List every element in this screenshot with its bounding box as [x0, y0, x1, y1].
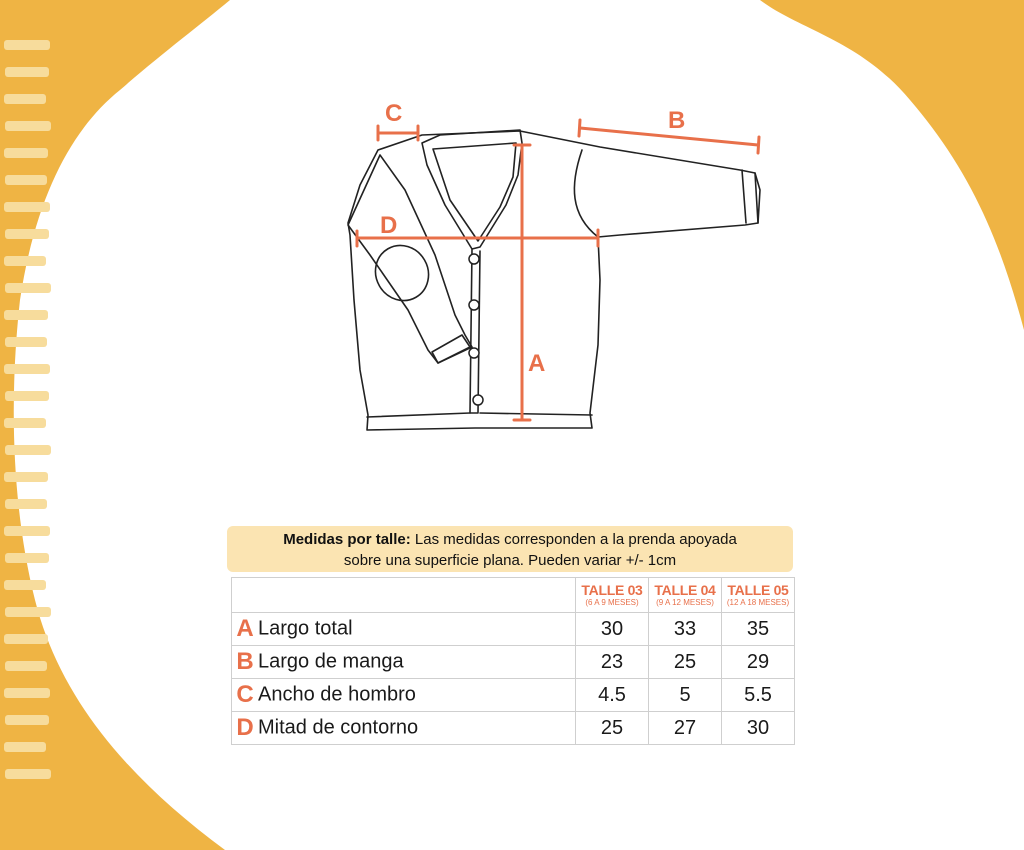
table-row-c: [232, 679, 795, 712]
decorative-stripe: [5, 391, 49, 401]
note-line1: Las medidas corresponden a la prenda apoyada: [410, 531, 737, 548]
value-cell: 30: [576, 613, 649, 646]
value-cell: 25: [649, 646, 722, 679]
decorative-stripe: [5, 67, 49, 77]
decorative-stripe: [5, 499, 47, 509]
row-letter: C: [236, 681, 254, 708]
value-cell: 27: [649, 712, 722, 745]
value-cell: 35: [722, 613, 795, 646]
decorative-stripe: [5, 661, 47, 671]
label-d: D: [380, 212, 398, 239]
row-letter: B: [236, 648, 254, 675]
decorative-stripe: [5, 553, 49, 563]
header-talle-04: [649, 578, 722, 613]
value-cell: 25: [576, 712, 649, 745]
table-row-d: [232, 712, 795, 745]
decorative-stripe: [4, 580, 46, 590]
row-label: Mitad de contorno: [258, 716, 419, 739]
note-bold: Medidas por talle:: [283, 531, 411, 548]
value-cell: 30: [722, 712, 795, 745]
value-cell: 5.5: [722, 679, 795, 712]
decorative-stripe: [5, 175, 47, 185]
decorative-stripe: [4, 472, 48, 482]
button: [469, 254, 479, 264]
decorative-stripe: [4, 526, 50, 536]
right-sleeve-cuff: [742, 170, 758, 223]
decorative-stripe: [5, 283, 51, 293]
decorative-stripe: [5, 445, 51, 455]
decorative-stripe: [4, 688, 50, 698]
decorative-stripe: [5, 607, 51, 617]
decorative-stripe: [4, 364, 50, 374]
button: [469, 348, 479, 358]
decorative-stripe: [5, 229, 49, 239]
label-b: B: [668, 107, 686, 134]
header-empty-cell: [232, 578, 576, 613]
row-label-cell: [232, 613, 576, 646]
cardigan-diagram: [330, 95, 780, 440]
button: [469, 300, 479, 310]
row-label: Ancho de hombro: [258, 683, 416, 706]
table-header-row: [232, 578, 795, 613]
header-subtitle: (12 A 18 MESES): [726, 597, 790, 607]
row-letter: A: [236, 615, 254, 642]
row-label: Largo total: [258, 617, 353, 640]
decorative-stripe: [4, 40, 50, 50]
value-cell: 29: [722, 646, 795, 679]
decorative-stripe: [4, 418, 46, 428]
right-sleeve-seam: [574, 150, 598, 237]
decorative-stripe: [5, 715, 49, 725]
value-cell: 4.5: [576, 679, 649, 712]
button: [473, 395, 483, 405]
decorative-stripe: [4, 94, 46, 104]
table-row-b: [232, 646, 795, 679]
elbow-patch: [365, 236, 438, 310]
measurements-note: [227, 526, 793, 572]
placket: [470, 249, 480, 413]
decorative-stripe: [4, 634, 48, 644]
decorative-stripe: [5, 337, 47, 347]
value-cell: 33: [649, 613, 722, 646]
header-talle-05: [722, 578, 795, 613]
decorative-stripe: [4, 148, 48, 158]
row-label-cell: [232, 712, 576, 745]
decorative-stripe: [4, 742, 46, 752]
row-label-cell: [232, 646, 576, 679]
header-title: TALLE 03: [581, 581, 643, 598]
decorative-stripe: [4, 256, 46, 266]
header-talle-03: [576, 578, 649, 613]
header-subtitle: (6 A 9 MESES): [585, 597, 639, 607]
decorative-stripe: [5, 769, 51, 779]
table-row-a: [232, 613, 795, 646]
value-cell: 23: [576, 646, 649, 679]
decorative-stripe: [4, 310, 48, 320]
note-line2: sobre una superficie plana. Pueden variar +/- 1cm: [343, 552, 677, 569]
label-a: A: [528, 350, 546, 377]
size-table: [231, 577, 795, 745]
decorative-stripe: [5, 121, 51, 131]
left-sleeve: [348, 155, 472, 363]
row-letter: D: [236, 714, 254, 741]
row-label-cell: [232, 679, 576, 712]
value-cell: 5: [649, 679, 722, 712]
header-title: TALLE 05: [727, 581, 789, 598]
header-title: TALLE 04: [654, 581, 716, 598]
header-subtitle: (9 A 12 MESES): [656, 597, 714, 607]
decorative-stripe: [4, 202, 50, 212]
row-label: Largo de manga: [258, 650, 404, 673]
cardigan-outline: [348, 131, 760, 430]
hem-band: [367, 413, 592, 417]
label-c: C: [385, 100, 403, 127]
